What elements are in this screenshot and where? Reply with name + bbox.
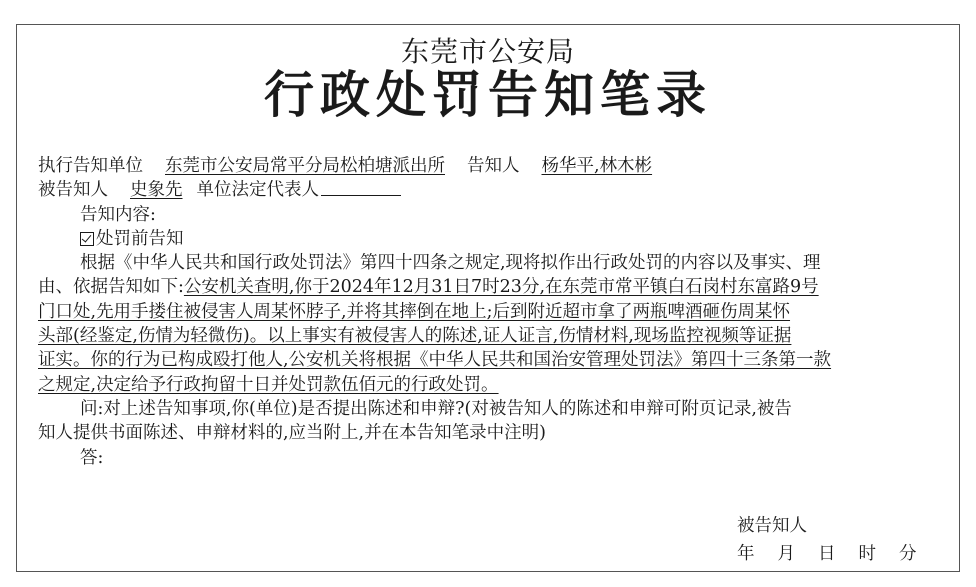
notified-label: 被告知人: [38, 180, 108, 201]
checkbox-label: 处罚前告知: [96, 228, 184, 249]
unit-line: [38, 154, 946, 178]
checked-checkbox-icon: [80, 232, 94, 246]
notified-line: [38, 178, 946, 202]
para1-line3: 门口处,先用手搂住被侵害人周某怀脖子,并将其摔倒在地上;后到附近超市拿了两瓶啤酒砸伤周某怀: [38, 301, 791, 322]
legal-rep-label: 单位法定代表人: [196, 180, 319, 201]
question-line2: 知人提供书面陈述、申辩材料的,应当附上,并在本告知笔录中注明): [38, 423, 546, 444]
unit-label: 执行告知单位: [38, 156, 143, 176]
para1-line5: 证实。你的行为已构成殴打他人,公安机关将根据《中华人民共和国治安管理处罚法》第四十三条第一款: [38, 350, 832, 371]
para1-line2-underlined: 公安机关查明,你于2024年12月31日7时23分,在东莞市常平镇白石岗村东富路9号: [183, 277, 819, 298]
document-title: 行政处罚告知笔录: [264, 65, 712, 124]
notifier-value: 杨华平,林木彬: [541, 156, 653, 176]
notified-value: 史象先: [130, 180, 183, 201]
date-day: 日: [818, 544, 836, 564]
para1-line1: 根据《中华人民共和国行政处罚法》第四十四条之规定,现将拟作出行政处罚的内容以及事实、理: [80, 253, 821, 274]
question-line1: 问:对上述告知事项,你(单位)是否提出陈述和申辩?(对被告知人的陈述和申辩可附页记录,被告: [80, 398, 792, 419]
content-label: 告知内容:: [80, 204, 156, 225]
date-minute: 分: [899, 544, 917, 564]
para1-line2-plain: 由、依据告知如下:: [38, 277, 184, 298]
document-body: [38, 154, 946, 470]
para1-line4: 头部(经鉴定,伤情为轻微伤)。以上事实有被侵害人的陈述,证人证言,伤情材料,现场监控视频等证据: [38, 326, 792, 347]
unit-value: 东莞市公安局常平分局松柏塘派出所: [165, 156, 445, 176]
signature-date: [737, 540, 940, 565]
legal-rep-blank: [321, 185, 401, 196]
date-year: 年: [737, 544, 755, 564]
agency-name: 东莞市公安局: [400, 35, 575, 68]
notifier-label: 告知人: [467, 156, 520, 176]
date-month: 月: [777, 544, 795, 564]
checkbox-line: [38, 227, 946, 251]
signature-label: 被告知人: [737, 516, 807, 536]
date-hour: 时: [858, 544, 876, 564]
para1-line2: [38, 275, 946, 299]
answer-label: 答:: [80, 447, 104, 468]
para1-line6: 之规定,决定给予行政拘留十日并处罚款伍佰元的行政处罚。: [38, 374, 499, 395]
